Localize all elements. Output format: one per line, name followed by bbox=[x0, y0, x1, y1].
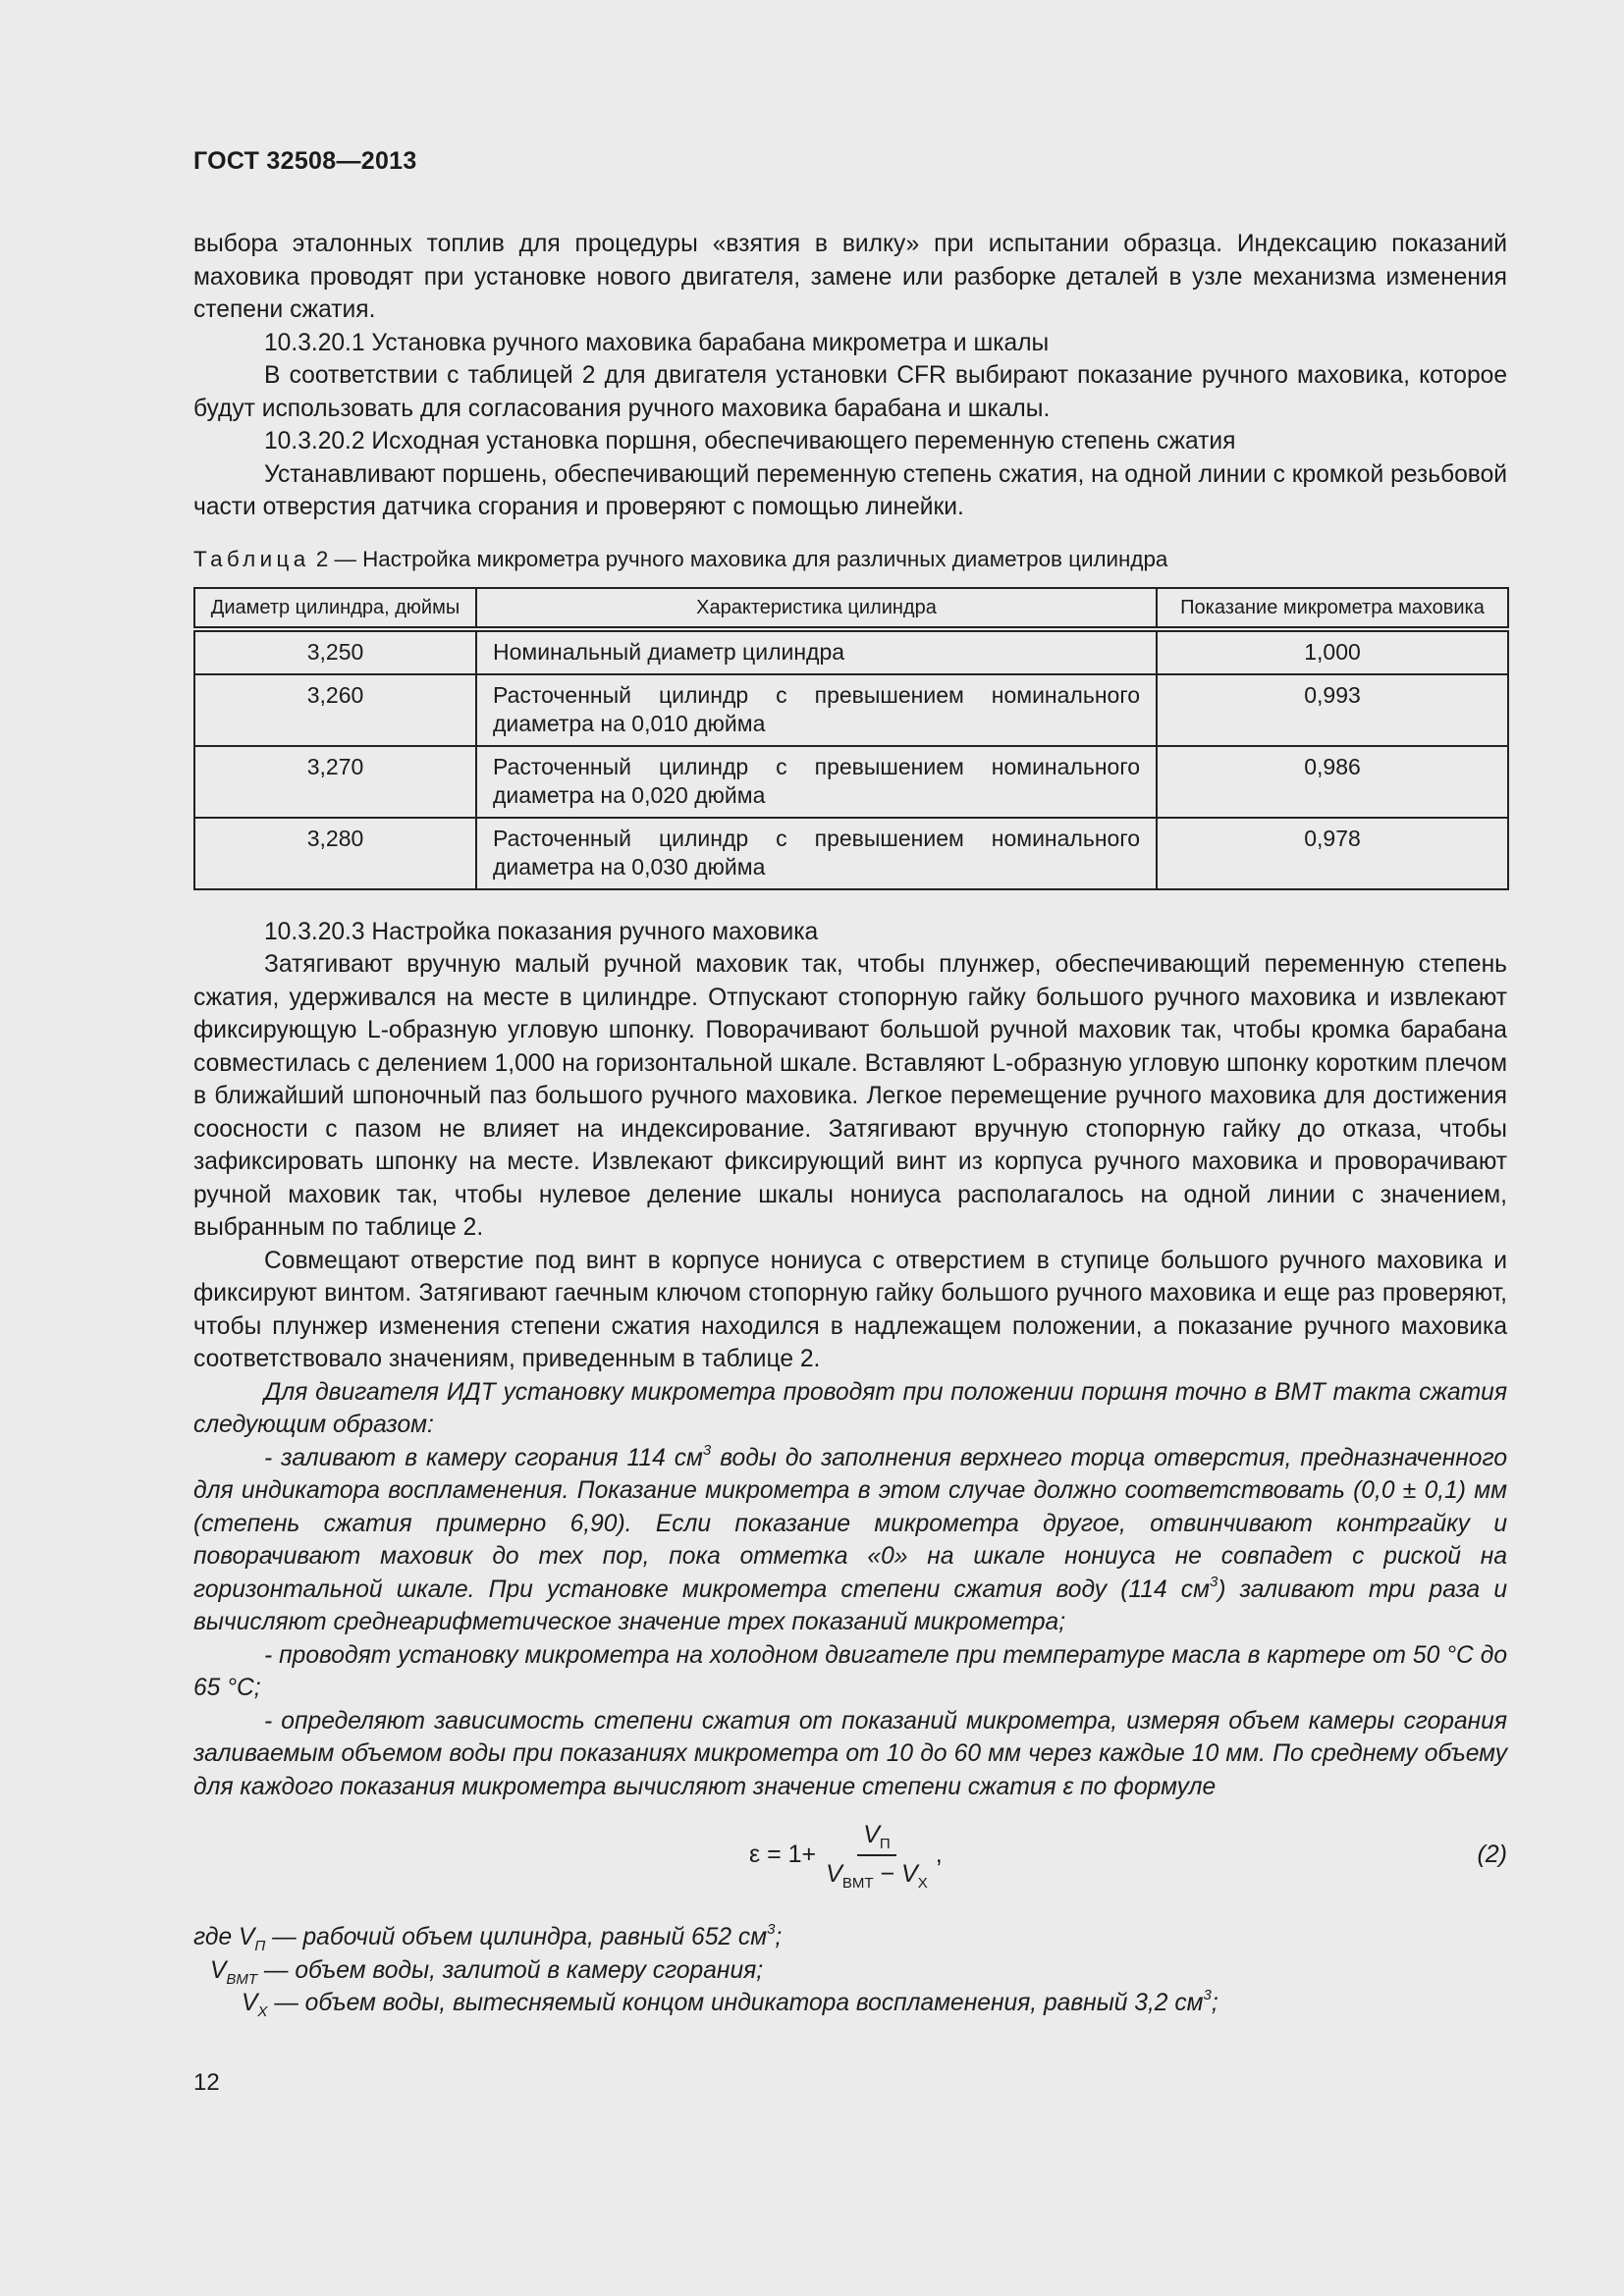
table-cell: Расточенный цилиндр с превышением номинального диаметра на 0,010 дюйма bbox=[476, 674, 1157, 746]
formula-denominator: $V_{ВМТ} - V_Х$ bbox=[826, 1859, 928, 1892]
table-cell: 0,986 bbox=[1157, 746, 1508, 818]
table-row bbox=[194, 629, 1508, 674]
text-run: ) заливают три раза и вычисляют среднеарифметическое значение трех показаний микрометра; bbox=[193, 1575, 1507, 1635]
table-header-cell: Характеристика цилиндра bbox=[476, 588, 1157, 629]
table-cell: 3,280 bbox=[194, 818, 476, 889]
formula-fraction bbox=[820, 1819, 934, 1891]
document-header-title: ГОСТ 32508—2013 bbox=[193, 147, 417, 175]
table-header-cell: Диаметр цилиндра, дюймы bbox=[194, 588, 476, 629]
equation-number: (2) bbox=[1477, 1841, 1507, 1868]
paragraph: В соответствии с таблицей 2 для двигателя установки CFR выбирают показание ручного маховика, которое будут использовать для согласования ручного маховика барабана и шкалы. bbox=[193, 362, 1507, 422]
paragraph: Затягивают вручную малый ручной маховик так, чтобы плунжер, обеспечивающий переменную степень сжатия, удерживался на месте в цилиндре. Отпускают стопорную гайку большого ручного маховика и извлекают фиксирующую L-образную угловую шпонку. Поворачивают большой ручной маховик так, чтобы кромка барабана совместилась с делением 1,000 на горизонтальной шкале. Вставляют L-образную угловую шпонку коротким плечом в ближайший шпоночный паз большого ручного маховика. Легкое перемещение ручного маховика для достижения соосности с пазом не влияет на индексирование. Затягивают вручную стопорную гайку до отказа, чтобы зафиксировать шпонку на месте. Извлекают фиксирующий винт из корпуса ручного маховика и проворачивают ручной маховик так, чтобы нулевое деление шкалы нониуса располагалось на одной линии с значением, выбранным по таблице 2. bbox=[193, 951, 1507, 1241]
table-header-row bbox=[194, 588, 1508, 629]
table-cell: Расточенный цилиндр с превышением номинального диаметра на 0,030 дюйма bbox=[476, 818, 1157, 889]
table-cell: 0,993 bbox=[1157, 674, 1508, 746]
table-header-cell: Показание микрометра маховика bbox=[1157, 588, 1508, 629]
paragraph: Устанавливают поршень, обеспечивающий переменную степень сжатия, на одной линии с кромкой резьбовой части отверстия датчика сгорания и проверяют с помощью линейки. bbox=[193, 460, 1507, 520]
paragraph: выбора эталонных топлив для процедуры «взятия в вилку» при испытании образца. Индексацию показаний маховика проводят при установке нового двигателя, замене или разборке деталей в узле механизма изменения степени сжатия. bbox=[193, 231, 1507, 323]
table-caption bbox=[193, 544, 1507, 575]
page-number: 12 bbox=[193, 2069, 220, 2096]
paragraph: Совмещают отверстие под винт в корпусе нониуса с отверстием в ступице большого ручного маховика и фиксируют винтом. Затягивают гаечным ключом стопорную гайку большого ручного маховика и еще раз проверяют, чтобы плунжер изменения степени сжатия находился в надлежащем положении, а показание ручного маховика соответствовало значениям, приведенным в таблице 2. bbox=[193, 1247, 1507, 1372]
paragraph bbox=[193, 1442, 1507, 1639]
where-line: $V_{ВМТ}$ — объем воды, залитой в камеру сгорания; bbox=[210, 1956, 764, 1988]
calibration-table bbox=[193, 587, 1509, 890]
section-heading: 10.3.20.1 Установка ручного маховика барабана микрометра и шкалы bbox=[264, 329, 1050, 356]
table-cell: 3,260 bbox=[194, 674, 476, 746]
section-heading: 10.3.20.3 Настройка показания ручного маховика bbox=[264, 918, 819, 945]
formula-comma: , bbox=[935, 1840, 943, 1868]
where-line: где $V_П$ — рабочий объем цилиндра, равный 652 $см^3$; bbox=[193, 1921, 783, 1954]
paragraph: - определяют зависимость степени сжатия от показаний микрометра, измеряя объем камеры сгорания заливаемым объемом воды при показаниях микрометра от 10 до 60 мм через каждые 10 мм. По среднему объему для каждого показания микрометра вычисляют значение степени сжатия ε по формуле bbox=[193, 1707, 1507, 1800]
table-cell: Расточенный цилиндр с превышением номинального диаметра на 0,020 дюйма bbox=[476, 746, 1157, 818]
table-row bbox=[194, 818, 1508, 889]
table-row bbox=[194, 746, 1508, 818]
table-cell: Номинальный диаметр цилиндра bbox=[476, 629, 1157, 674]
text-run: - заливают в камеру сгорания 114 см bbox=[264, 1444, 703, 1471]
section-heading: 10.3.20.2 Исходная установка поршня, обеспечивающего переменную степень сжатия bbox=[264, 428, 1236, 454]
document-body bbox=[193, 228, 1507, 2020]
formula-numerator: $V_П$ bbox=[857, 1819, 895, 1856]
where-line: $V_Х$ — объем воды, вытесняемый концом индикатора воспламенения, равный 3,2 $см^3$; bbox=[242, 1987, 1218, 2020]
table-cell: 3,250 bbox=[194, 629, 476, 674]
formula-block bbox=[193, 1815, 1507, 1903]
table-row bbox=[194, 674, 1508, 746]
table-cell: 0,978 bbox=[1157, 818, 1508, 889]
table-cell: 1,000 bbox=[1157, 629, 1508, 674]
paragraph: - проводят установку микрометра на холодном двигателе при температуре масла в картере от 50 °С до 65 °С; bbox=[193, 1641, 1507, 1701]
table-caption-label: Таблица bbox=[193, 546, 310, 571]
formula-lhs: ε = 1+ bbox=[749, 1840, 817, 1868]
table-cell: 3,270 bbox=[194, 746, 476, 818]
superscript: 3 bbox=[1209, 1573, 1218, 1590]
table-caption-text: 2 — Настройка микрометра ручного маховика для различных диаметров цилиндра bbox=[315, 546, 1168, 571]
superscript: 3 bbox=[702, 1441, 712, 1459]
paragraph: Для двигателя ИДТ установку микрометра проводят при положении поршня точно в ВМТ такта сжатия следующим образом: bbox=[193, 1378, 1507, 1438]
text-run: воды до заполнения верхнего торца отверстия, предназначенного для индикатора воспламенения. Показание микрометра в этом случае должно соответствовать (0,0 ± 0,1) мм (степень сжатия примерно 6,90). Если показание микрометра другое, отвинчивают контргайку и поворачивают маховик до тех пор, пока отметка «0» на шкале нониуса не совпадет с риской на горизонтальной шкале. При установке микрометра степени сжатия воду (114 см bbox=[193, 1444, 1507, 1603]
compression-ratio-formula bbox=[749, 1819, 943, 1891]
